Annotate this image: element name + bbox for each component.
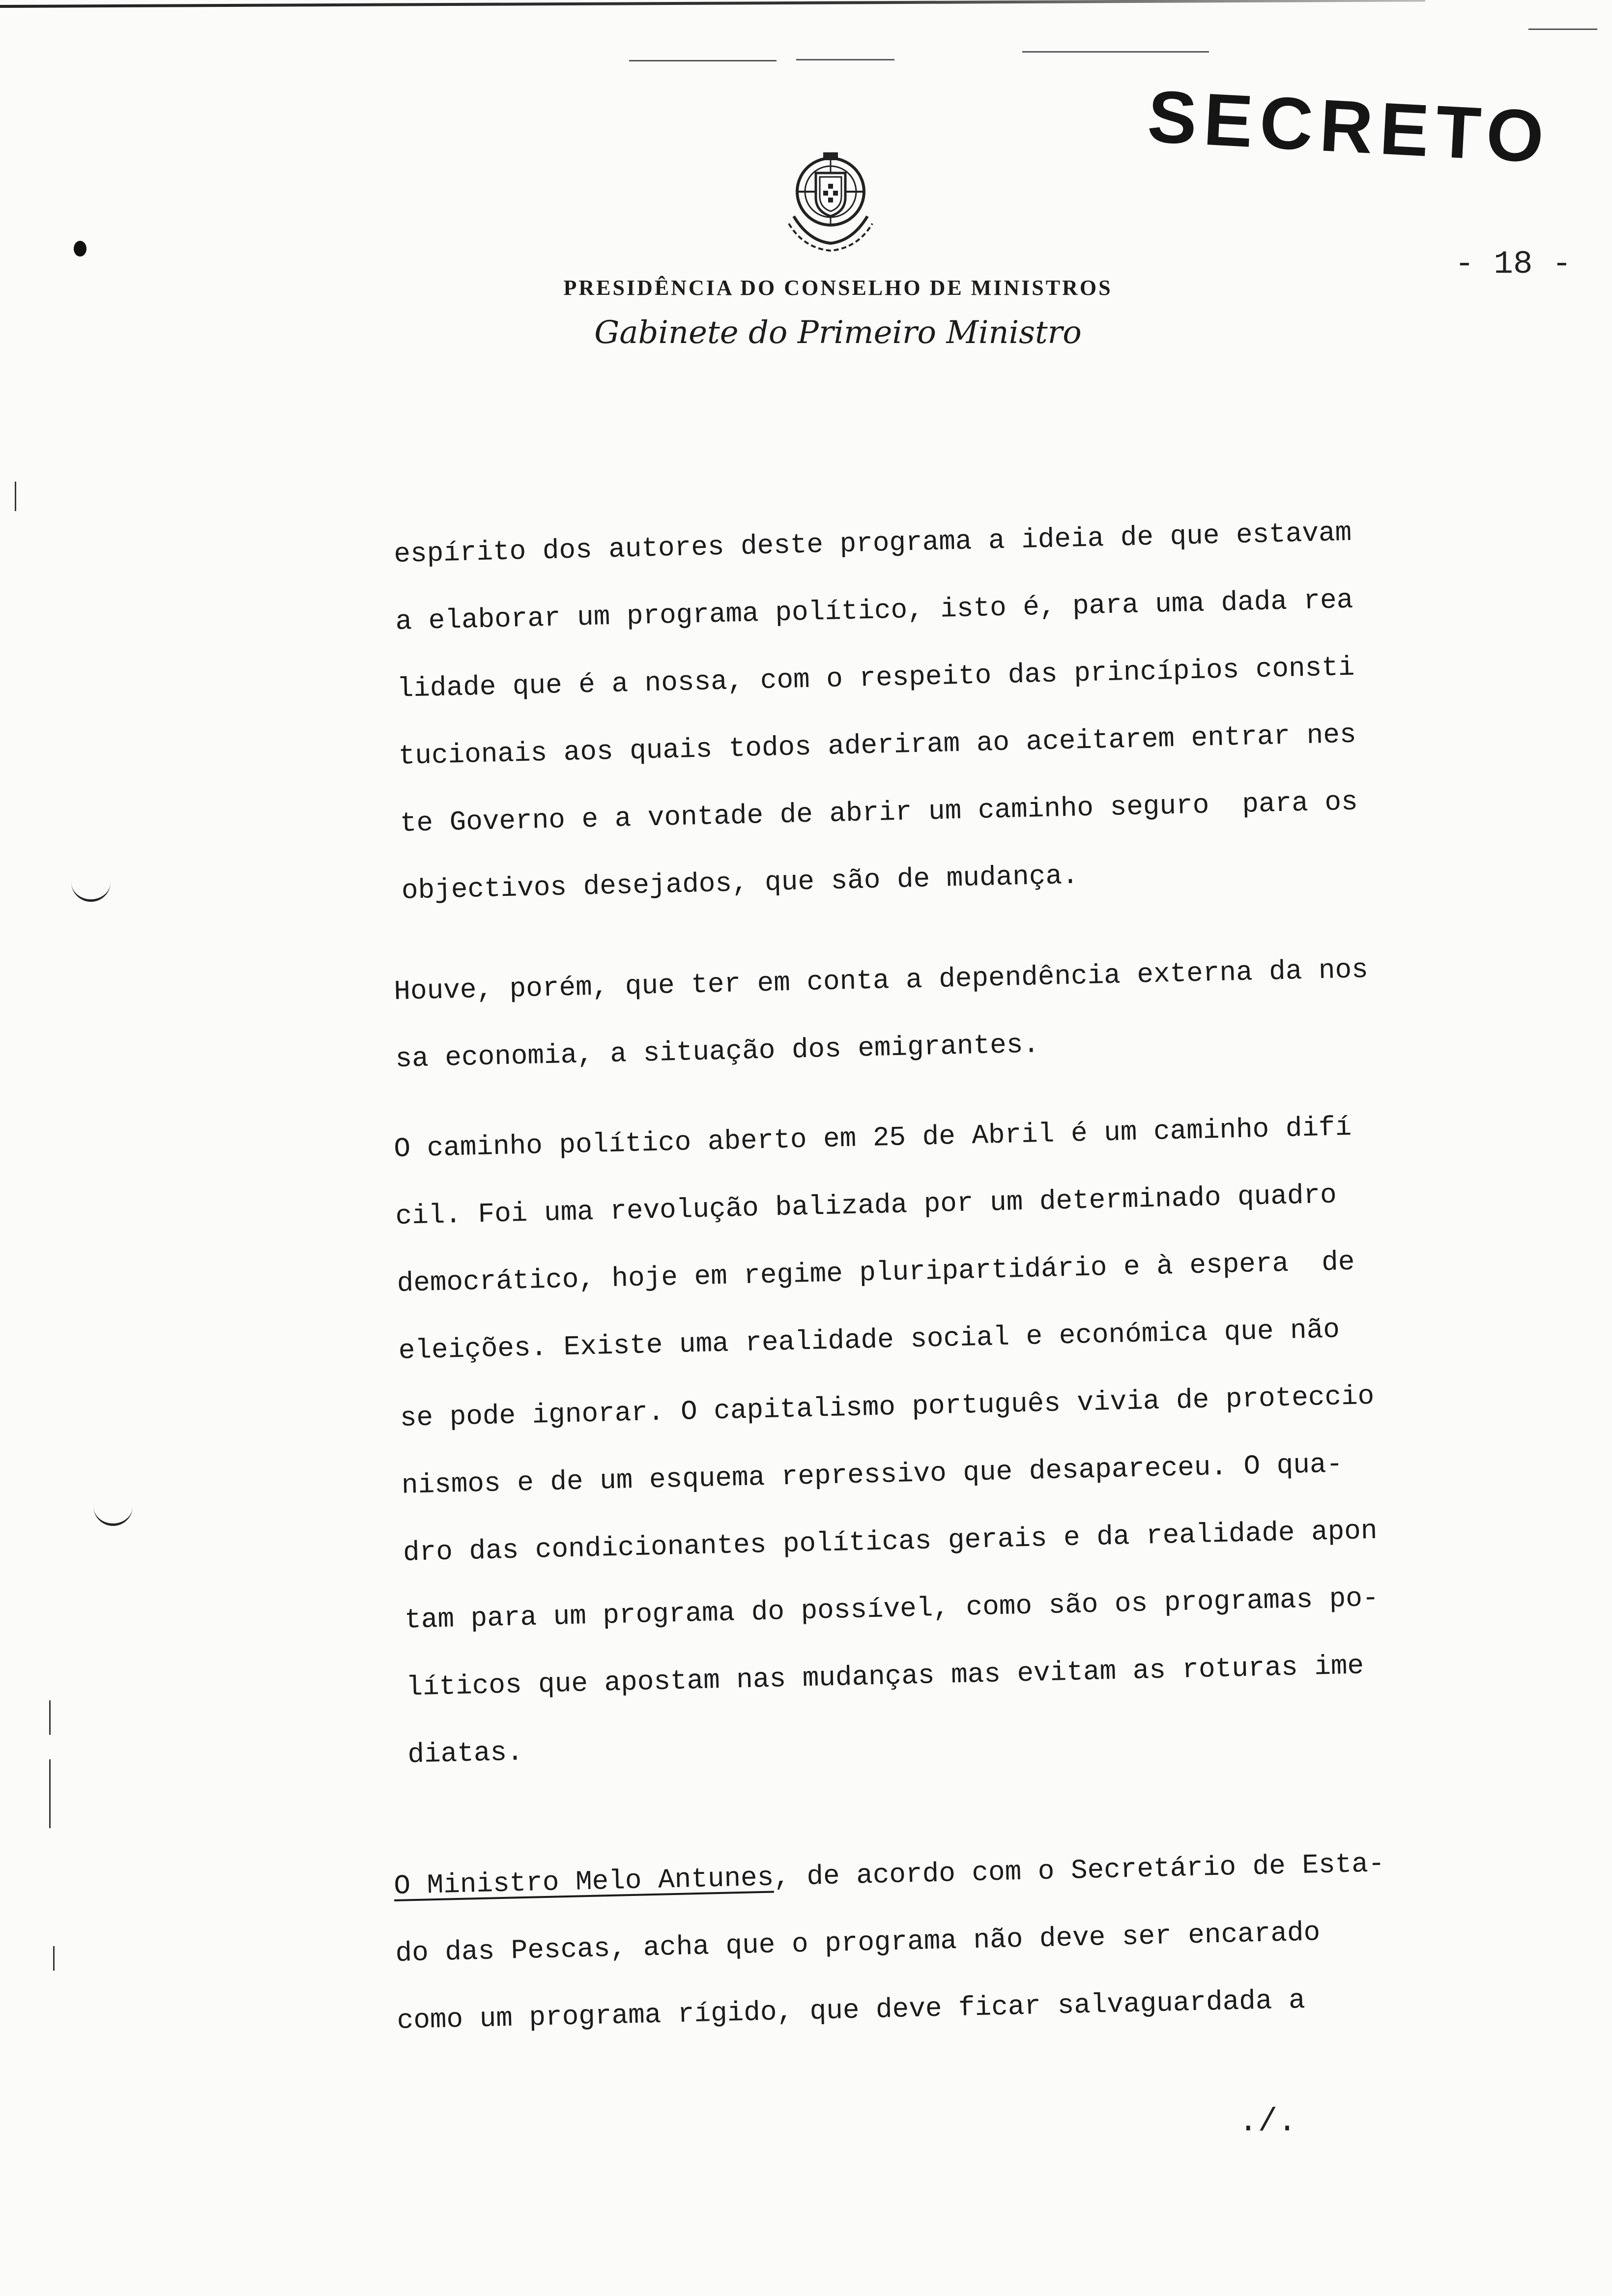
text-line: diatas. [407,1736,524,1771]
text-line: nismos e de um esquema repressivo que desapareceu. O qua- [401,1448,1343,1501]
portuguese-coat-of-arms-icon [774,143,887,256]
text-line: eleições. Existe uma realidade social e económica que não [398,1314,1340,1367]
text-line: se pode ignorar. O capitalismo português vivia de proteccio [400,1380,1375,1434]
paragraph [393,933,1497,1093]
paragraph [393,496,1503,925]
text-line: a elaborar um programa político, isto é, para uma dada rea [395,584,1354,637]
text-line: O caminho político aberto em 25 de Abril é um caminho difí [393,1111,1352,1165]
binding-mark [93,1504,133,1526]
text-line: democrático, hoje em regime pluripartidário e à espera de [397,1246,1355,1299]
classification-stamp: SECRETO [1146,74,1553,178]
page-number: - 18 - [1455,246,1572,283]
binding-mark [71,880,111,902]
text-line: sa economia, a situação dos emigrantes. [395,1029,1040,1075]
text-line: espírito dos autores deste programa a ideia de que estavam [393,517,1352,570]
ministry-heading: PRESIDÊNCIA DO CONSELHO DE MINISTROS [563,276,1113,300]
paragraph [393,1091,1509,1788]
text-line: tam para um programa do possível, como são os programas po- [404,1582,1380,1636]
text-line: do das Pescas, acha que o programa não deve ser encarado [395,1917,1321,1969]
speaker-name: O Ministro Melo Antunes [393,1862,775,1902]
paragraph [393,1828,1498,2055]
text-line: como um programa rígido, que deve ficar salvaguardada a [397,1984,1306,2037]
text-span: , de acordo com o Secretário de Esta- [773,1848,1385,1894]
text-line: Houve, porém, que ter em conta a dependência externa da nos [393,954,1369,1007]
scan-artifact [53,1946,55,1971]
text-line: te Governo e a vontade de abrir um caminho seguro para os [400,786,1358,839]
continuation-mark: ./. [1238,2103,1297,2140]
text-line: cil. Foi uma revolução balizada por um determinado quadro [395,1179,1337,1232]
scan-artifact [1528,29,1597,30]
text-line: objectivos desejados, que são de mudança. [401,860,1079,907]
text-line: tucionais aos quais todos aderiram ao aceitarem entrar nes [398,718,1357,772]
scan-artifact [49,1700,51,1735]
scan-artifact [629,60,777,61]
scan-artifact [1022,51,1209,53]
scan-artifact [49,1759,51,1828]
cabinet-subheading: Gabinete do Primeiro Ministro [594,315,1082,351]
scan-artifact [796,59,894,60]
text-line: dro das condicionantes políticas gerais e da realidade apon [403,1515,1378,1569]
text-line: líticos que apostam nas mudanças mas evitam as roturas ime [405,1650,1364,1703]
scan-artifact [15,482,16,511]
text-line: lidade que é a nossa, com o respeito das princípios consti [397,651,1355,705]
punch-hole-mark [74,241,86,257]
scan-edge-line [0,0,1425,8]
